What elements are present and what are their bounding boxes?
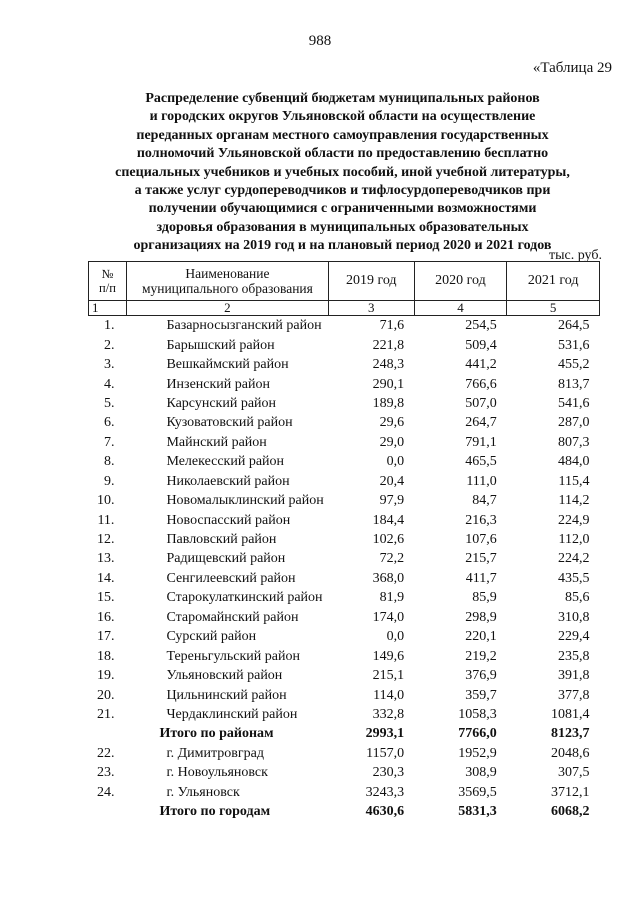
value-2021: 235,8 — [558, 648, 590, 664]
municipality-name: Радищевский район — [166, 551, 286, 567]
title-line: специальных учебников и учебных пособий, иной учебной литературы, — [115, 164, 570, 180]
value-2021: 307,5 — [558, 765, 590, 781]
title-line: здоровья образования в муниципальных образовательных — [156, 219, 529, 235]
title-line: организациях на 2019 год и на плановый период 2020 и 2021 годов — [133, 238, 552, 254]
row-number: 18. — [96, 648, 115, 664]
value-2020: 791,1 — [465, 434, 497, 450]
value-2020: 1952,9 — [458, 745, 497, 761]
table-row — [89, 355, 600, 374]
municipality-name: Кузоватовский район — [166, 415, 293, 431]
value-2020: 107,6 — [465, 532, 497, 548]
table-row — [89, 530, 600, 549]
row-number: 16. — [96, 609, 115, 625]
municipality-name: Мелекесский район — [166, 454, 285, 470]
municipality-name: Новоспасский район — [166, 512, 291, 528]
value-2021: 2048,6 — [551, 745, 590, 761]
value-2019: 97,9 — [379, 493, 405, 509]
municipality-name: г. Димитровград — [166, 745, 264, 761]
value-2021: 85,6 — [565, 590, 590, 606]
row-number — [89, 802, 127, 821]
header-name-line2: муниципального образования — [141, 281, 313, 296]
row-number: 7. — [103, 434, 115, 450]
value-2020: 3569,5 — [458, 784, 497, 800]
column-index-4: 4 — [414, 301, 507, 316]
value-2019: 29,6 — [379, 415, 405, 431]
value-2020: 215,7 — [465, 551, 497, 567]
value-2021: 224,2 — [558, 551, 590, 567]
header-name — [126, 262, 328, 301]
table-row — [89, 569, 600, 588]
table-row — [89, 433, 600, 452]
value-2021: 435,5 — [558, 570, 590, 586]
value-2019: 248,3 — [372, 357, 405, 373]
municipality-name: Майнский район — [166, 434, 267, 450]
municipality-name: Старомайнский район — [166, 609, 299, 625]
value-2019: 290,1 — [372, 376, 405, 392]
value-2021: 6068,2 — [551, 804, 590, 820]
header-num — [89, 262, 127, 301]
value-2021: 224,9 — [558, 512, 590, 528]
value-2021: 115,4 — [558, 473, 590, 489]
value-2021: 391,8 — [558, 668, 590, 684]
units-label: тыс. руб. — [549, 248, 602, 263]
table-row — [89, 588, 600, 607]
table-row — [89, 491, 600, 510]
value-2020: 441,2 — [465, 357, 497, 373]
header-name-line1: Наименование — [185, 266, 270, 281]
value-2020: 298,9 — [465, 609, 497, 625]
value-2019: 174,0 — [372, 609, 405, 625]
header-2019: 2019 год — [328, 262, 414, 301]
table-row — [89, 763, 600, 782]
value-2019: 2993,1 — [365, 726, 405, 742]
row-number: 14. — [96, 570, 115, 586]
municipality-name: Тереньгульский район — [166, 648, 300, 664]
value-2020: 220,1 — [465, 629, 497, 645]
value-2019: 0,0 — [386, 454, 405, 470]
table-row — [89, 374, 600, 393]
municipality-name: Барышский район — [166, 337, 275, 353]
row-number: 2. — [103, 337, 115, 353]
title-line: переданных органам местного самоуправления государственных — [136, 127, 549, 143]
column-index-row — [89, 301, 600, 316]
total-row — [89, 802, 600, 821]
table-row — [89, 510, 600, 529]
value-2019: 189,8 — [372, 395, 405, 411]
value-2021: 229,4 — [558, 629, 590, 645]
column-index-3: 3 — [328, 301, 414, 316]
header-2020: 2020 год — [414, 262, 507, 301]
value-2019: 368,0 — [372, 570, 405, 586]
table-row — [89, 744, 600, 763]
value-2021: 3712,1 — [551, 784, 590, 800]
value-2019: 0,0 — [386, 629, 405, 645]
value-2020: 766,6 — [465, 376, 497, 392]
row-number: 13. — [96, 551, 115, 567]
municipality-name: Старокулаткинский район — [166, 590, 323, 606]
table-row — [89, 394, 600, 413]
value-2019: 29,0 — [379, 434, 405, 450]
row-number: 9. — [103, 473, 115, 489]
municipality-name: Итого по городам — [159, 804, 271, 820]
value-2019: 332,8 — [372, 706, 405, 722]
row-number: 19. — [96, 668, 115, 684]
municipality-name: Николаевский район — [166, 473, 290, 489]
table-row — [89, 705, 600, 724]
column-index-1: 1 — [89, 301, 127, 316]
value-2021: 264,5 — [558, 318, 590, 334]
table-row — [89, 452, 600, 471]
value-2021: 8123,7 — [551, 726, 590, 742]
row-number — [89, 724, 127, 743]
value-2021: 807,3 — [558, 434, 590, 450]
column-index-2: 2 — [126, 301, 328, 316]
table-row — [89, 472, 600, 491]
municipality-name: г. Новоульяновск — [166, 765, 268, 781]
table-row — [89, 627, 600, 646]
value-2021: 114,2 — [558, 493, 590, 509]
title-line: полномочий Ульяновской области по предоставлению бесплатно — [136, 146, 549, 162]
municipality-name: Павловский район — [166, 532, 277, 548]
table-row — [89, 666, 600, 685]
value-2019: 149,6 — [372, 648, 405, 664]
value-2019: 1157,0 — [366, 745, 405, 761]
row-number: 15. — [96, 590, 115, 606]
municipality-name: Инзенский район — [166, 376, 270, 392]
value-2019: 72,2 — [379, 551, 405, 567]
document-title — [95, 90, 590, 256]
title-line: и городских округов Ульяновской области на осуществление — [149, 109, 536, 125]
table-body — [89, 316, 600, 822]
value-2021: 1081,4 — [551, 706, 590, 722]
municipality-name: Цильнинский район — [166, 687, 287, 703]
value-2020: 465,5 — [465, 454, 497, 470]
value-2021: 531,6 — [558, 337, 590, 353]
municipality-name: Чердаклинский район — [166, 706, 298, 722]
municipality-name: Базарносызганский район — [166, 318, 322, 334]
row-number: 4. — [103, 376, 115, 392]
value-2019: 215,1 — [372, 668, 405, 684]
municipality-name: г. Ульяновск — [166, 784, 240, 800]
value-2020: 264,7 — [465, 415, 497, 431]
value-2020: 1058,3 — [458, 706, 497, 722]
table-row — [89, 783, 600, 802]
value-2021: 541,6 — [558, 395, 590, 411]
header-num-line1: № — [101, 267, 114, 281]
value-2020: 507,0 — [465, 395, 497, 411]
municipality-name: Сенгилеевский район — [166, 570, 296, 586]
title-line: а также услуг сурдопереводчиков и тифлосурдопереводчиков при — [134, 183, 551, 199]
row-number: 6. — [103, 415, 115, 431]
value-2020: 308,9 — [465, 765, 497, 781]
value-2021: 287,0 — [558, 415, 590, 431]
value-2019: 221,8 — [372, 337, 405, 353]
value-2020: 411,7 — [465, 570, 497, 586]
municipality-name: Итого по районам — [159, 726, 274, 742]
value-2020: 111,0 — [466, 473, 497, 489]
value-2020: 7766,0 — [458, 726, 497, 742]
value-2021: 112,0 — [558, 532, 590, 548]
table-row — [89, 685, 600, 704]
table-row — [89, 549, 600, 568]
subvention-table — [88, 261, 600, 821]
row-number: 24. — [96, 784, 115, 800]
municipality-name: Карсунский район — [166, 395, 277, 411]
header-2021: 2021 год — [507, 262, 600, 301]
value-2020: 254,5 — [465, 318, 497, 334]
page-number: 988 — [308, 33, 332, 49]
row-number: 8. — [103, 454, 115, 470]
value-2021: 455,2 — [558, 357, 590, 373]
value-2019: 81,9 — [379, 590, 405, 606]
row-number: 11. — [97, 512, 115, 528]
value-2021: 310,8 — [558, 609, 590, 625]
municipality-name: Вешкаймский район — [166, 357, 289, 373]
value-2019: 102,6 — [372, 532, 405, 548]
value-2019: 114,0 — [373, 687, 405, 703]
table-row — [89, 335, 600, 354]
value-2021: 377,8 — [558, 687, 590, 703]
row-number: 10. — [96, 493, 115, 509]
total-row — [89, 724, 600, 743]
value-2020: 509,4 — [465, 337, 497, 353]
table-row — [89, 608, 600, 627]
table-row — [89, 316, 600, 336]
value-2020: 85,9 — [472, 590, 497, 606]
value-2019: 20,4 — [379, 473, 405, 489]
row-number: 5. — [103, 395, 115, 411]
row-number: 22. — [96, 745, 115, 761]
value-2019: 184,4 — [372, 512, 405, 528]
municipality-name: Ульяновский район — [166, 668, 283, 684]
value-2021: 813,7 — [558, 376, 590, 392]
table-header-row — [89, 262, 600, 301]
value-2021: 484,0 — [558, 454, 590, 470]
municipality-name: Сурский район — [166, 629, 257, 645]
column-index-5: 5 — [507, 301, 600, 316]
value-2019: 71,6 — [379, 318, 405, 334]
row-number: 1. — [103, 318, 115, 334]
title-line: Распределение субвенций бюджетам муниципальных районов — [145, 91, 540, 106]
value-2020: 216,3 — [465, 512, 497, 528]
header-num-line2: п/п — [99, 281, 116, 295]
row-number: 12. — [96, 532, 115, 548]
municipality-name: Новомалыклинский район — [166, 493, 324, 509]
value-2020: 84,7 — [472, 493, 497, 509]
row-number: 20. — [96, 687, 115, 703]
row-number: 17. — [96, 629, 115, 645]
value-2020: 5831,3 — [458, 804, 497, 820]
title-line: получении обучающимися с ограниченными возможностями — [148, 201, 537, 217]
table-row — [89, 413, 600, 432]
value-2020: 219,2 — [465, 648, 497, 664]
row-number: 23. — [96, 765, 115, 781]
value-2019: 4630,6 — [365, 804, 405, 820]
row-number: 21. — [96, 706, 115, 722]
table-row — [89, 646, 600, 665]
table-label: «Таблица 29 — [532, 60, 612, 76]
row-number: 3. — [103, 357, 115, 373]
value-2020: 359,7 — [465, 687, 497, 703]
value-2019: 3243,3 — [365, 784, 405, 800]
value-2019: 230,3 — [372, 765, 405, 781]
value-2020: 376,9 — [465, 668, 497, 684]
